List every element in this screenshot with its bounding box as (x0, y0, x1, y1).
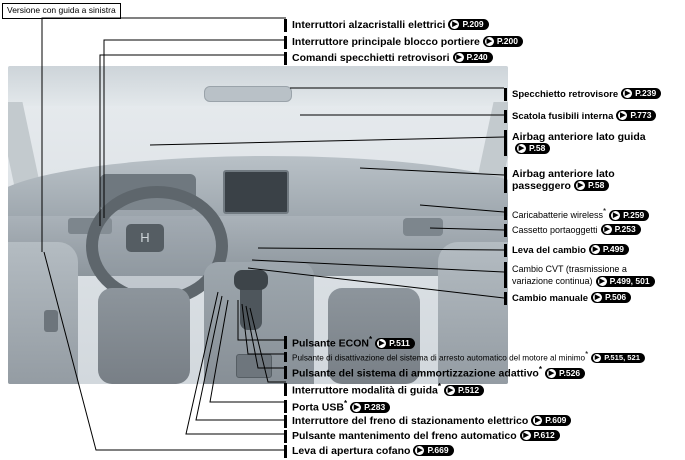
callout-bar (284, 366, 287, 379)
version-note-badge (2, 3, 121, 19)
callout-text: Interruttori alzacristalli elettrici ▶ P.209 (292, 19, 489, 32)
callout-power-window-switches (284, 19, 489, 32)
callout-text: Scatola fusibili interna ▶ P.773 (512, 111, 656, 123)
page-ref[interactable]: ▶ P.240 (453, 52, 493, 63)
callout-text: Comandi specchietti retrovisori ▶ P.240 (292, 52, 493, 65)
page-ref[interactable]: ▶ P.259 (609, 210, 649, 221)
callout-text: Cambio manuale ▶ P.506 (512, 293, 631, 305)
callout-shift-lever (504, 244, 629, 257)
callout-text: Porta USB* ▶ P.283 (292, 398, 390, 414)
callout-electric-parking-brake-switch (284, 415, 571, 428)
arrow-icon: ▶ (417, 447, 423, 455)
page-ref[interactable]: ▶ P.773 (616, 110, 656, 121)
callout-drive-mode-switch (284, 381, 484, 397)
arrow-icon: ▶ (535, 417, 541, 425)
page-ref[interactable]: ▶ P.200 (483, 36, 523, 47)
page-ref[interactable]: ▶ P.512 (444, 385, 484, 396)
rearview-mirror-shape (204, 86, 292, 102)
page-ref[interactable]: ▶ P.526 (545, 368, 585, 379)
arrow-icon: ▶ (599, 277, 605, 285)
arrow-icon: ▶ (592, 246, 599, 254)
callout-bar (504, 88, 507, 101)
left-door-panel (8, 242, 78, 384)
callout-text: Cassetto portaoggetti ▶ P.253 (512, 225, 641, 237)
page-ref[interactable]: ▶ P.609 (531, 415, 571, 426)
callout-glove-box (504, 224, 641, 237)
footnote-marker: * (343, 399, 348, 408)
callout-bar (504, 244, 507, 257)
callout-text: Interruttore del freno di stazionamento elettrico ▶ P.609 (292, 415, 571, 428)
callout-text: Cambio CVT (trasmissione a variazione continua) ▶ P.499, 501 (512, 263, 662, 288)
page-ref[interactable]: ▶ P.499, 501 (596, 276, 655, 287)
callout-driver-front-airbag (504, 130, 662, 156)
arrow-icon: ▶ (577, 182, 584, 190)
callout-bar (504, 110, 507, 123)
footnote-marker: * (538, 365, 542, 374)
arrow-icon: ▶ (452, 21, 458, 29)
callout-hood-release-lever (284, 445, 454, 458)
arrow-icon: ▶ (548, 369, 555, 377)
footnote-marker: * (369, 335, 373, 344)
callout-bar (504, 224, 507, 237)
right-air-vent (403, 218, 443, 236)
callout-passenger-front-airbag (504, 167, 664, 193)
arrow-icon: ▶ (456, 54, 462, 62)
callout-bar (504, 130, 507, 156)
callout-bar (284, 430, 287, 443)
version-note-text: Versione con guida a sinistra (7, 5, 116, 15)
callout-interior-fuse-box (504, 110, 656, 123)
footnote-marker: * (603, 207, 607, 216)
callout-usb-port (284, 398, 390, 414)
page-ref[interactable]: ▶ P.506 (591, 292, 631, 303)
callout-door-lock-master-switch (284, 36, 523, 49)
callout-bar (284, 415, 287, 428)
hood-release-lever-shape (44, 310, 58, 332)
arrow-icon: ▶ (620, 112, 626, 120)
callout-wireless-charger (504, 206, 649, 222)
arrow-icon: ▶ (353, 403, 360, 411)
shift-knob-shape (234, 270, 268, 290)
footnote-marker: * (437, 382, 441, 391)
callout-bar (504, 207, 507, 220)
driver-seat (98, 288, 190, 384)
callout-text: Specchietto retrovisore ▶ P.239 (512, 89, 661, 101)
arrow-icon: ▶ (594, 294, 601, 302)
page-ref[interactable]: ▶ P.499 (589, 244, 629, 255)
callout-text: Pulsante del sistema di ammortizzazione adattivo* ▶ P.526 (292, 364, 585, 380)
arrow-icon: ▶ (523, 432, 529, 440)
callout-text: Airbag anteriore lato guida ▶ P.58 (512, 130, 646, 154)
callout-text: Caricabatterie wireless* ▶ P.259 (512, 206, 649, 222)
page-ref[interactable]: ▶ P.58 (515, 143, 550, 154)
callout-text: Airbag anteriore lato passeggero ▶ P.58 (512, 167, 615, 192)
callout-mirror-controls (284, 52, 493, 65)
arrow-icon: ▶ (486, 38, 493, 46)
arrow-icon: ▶ (604, 226, 610, 234)
footnote-marker: * (585, 350, 589, 359)
callout-econ-button (284, 334, 415, 350)
page-ref[interactable]: ▶ P.669 (413, 445, 453, 456)
callout-manual-transmission (504, 292, 631, 305)
arrow-icon: ▶ (612, 211, 619, 219)
arrow-icon: ▶ (447, 386, 454, 394)
page-ref[interactable]: ▶ P.239 (621, 88, 661, 99)
callout-text: Pulsante di disattivazione del sistema di arresto automatico del motore al minimo* ▶ P.515, 521 (292, 350, 645, 364)
page-ref[interactable]: ▶ P.283 (350, 402, 390, 413)
page-ref[interactable]: ▶ P.612 (520, 430, 560, 441)
callout-bar (284, 36, 287, 49)
arrow-icon: ▶ (624, 90, 631, 98)
page-ref[interactable]: ▶ P.515, 521 (591, 353, 645, 363)
arrow-icon: ▶ (594, 354, 600, 362)
callout-bar (284, 336, 287, 349)
callout-bar (504, 292, 507, 305)
center-display-screen (223, 170, 289, 214)
callout-cvt-transmission (504, 262, 662, 288)
arrow-icon: ▶ (378, 339, 385, 347)
callout-bar (504, 262, 507, 288)
callout-bar (284, 52, 287, 65)
page-ref[interactable]: ▶ P.511 (375, 338, 415, 349)
interior-dashboard-illustration (8, 66, 508, 384)
page-ref[interactable]: ▶ P.253 (601, 224, 641, 235)
callout-auto-brake-hold-button (284, 430, 560, 443)
callout-idle-stop-off-button (284, 350, 645, 364)
callout-text: Pulsante mantenimento del freno automatico ▶ P.612 (292, 430, 560, 443)
callout-bar (284, 383, 287, 396)
callout-text: Leva di apertura cofano ▶ P.669 (292, 445, 454, 458)
callout-text: Interruttore principale blocco portiere ▶ P.200 (292, 36, 523, 49)
callout-bar (504, 167, 507, 193)
callout-adaptive-damper-button (284, 364, 585, 380)
callout-text: Leva del cambio ▶ P.499 (512, 245, 629, 257)
callout-bar (284, 400, 287, 413)
callout-bar (284, 445, 287, 458)
page-ref[interactable]: ▶ P.58 (574, 180, 609, 191)
console-button-panel (236, 354, 272, 378)
page-ref[interactable]: ▶ P.209 (448, 19, 488, 30)
callout-text: Interruttore modalità di guida* ▶ P.512 (292, 381, 484, 397)
steering-wheel-logo: H (126, 224, 164, 252)
callout-bar (284, 352, 287, 362)
arrow-icon: ▶ (518, 145, 525, 153)
callout-bar (284, 19, 287, 32)
callout-text: Pulsante ECON* ▶ P.511 (292, 334, 415, 350)
callout-rearview-mirror (504, 88, 661, 101)
